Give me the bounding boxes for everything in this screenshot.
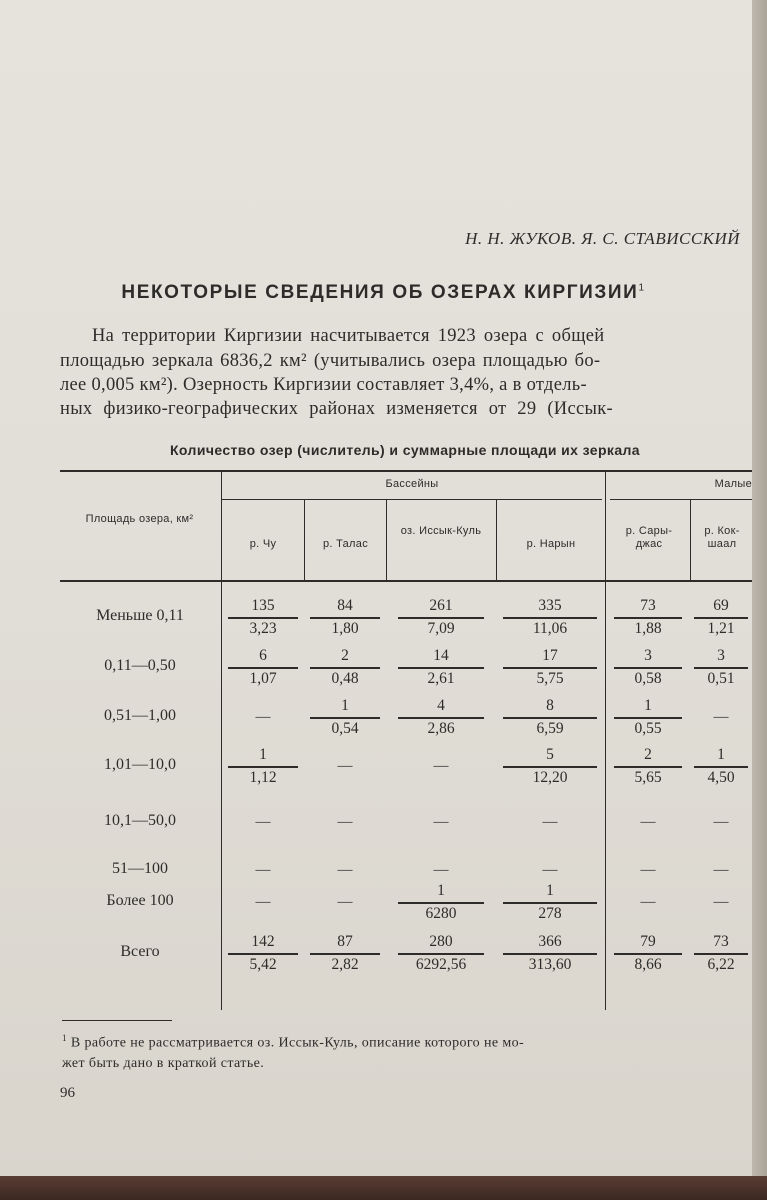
cell-numerator: 1 xyxy=(717,746,725,763)
table-cell xyxy=(398,933,484,974)
fraction-bar xyxy=(398,617,484,619)
cell-denominator: 2,86 xyxy=(427,719,455,737)
cell-numerator: 1 xyxy=(644,697,652,714)
cell-numerator: 73 xyxy=(640,597,656,614)
row-header: Площадь озера, км² xyxy=(85,513,194,525)
table-cell: — xyxy=(640,894,656,910)
row-label: Меньше 0,11 xyxy=(96,607,184,624)
title-footnote-mark: 1 xyxy=(638,282,646,294)
cell-numerator: 3 xyxy=(717,647,725,664)
fraction-bar xyxy=(398,667,484,669)
cell-denominator: 0,48 xyxy=(331,669,359,687)
cell-denominator: 2,82 xyxy=(331,955,359,973)
table-cell xyxy=(694,746,748,787)
col-divider xyxy=(690,500,691,580)
cell-numerator: 17 xyxy=(542,647,558,664)
fraction-bar xyxy=(503,766,597,768)
cell-numerator: 261 xyxy=(429,597,453,614)
fraction-bar xyxy=(503,617,597,619)
table-cell xyxy=(694,933,748,974)
table-cell: — xyxy=(640,814,656,830)
table-cell xyxy=(398,647,484,688)
table-top-rule xyxy=(60,470,752,472)
table-cell xyxy=(228,746,298,787)
cell-numerator: 1 xyxy=(341,697,349,714)
col-header-sary-jas: р. Сары-джас xyxy=(625,525,673,550)
table-cell xyxy=(614,746,682,787)
fraction-bar xyxy=(398,902,484,904)
group-header-small: Малые xyxy=(714,478,752,490)
col-divider xyxy=(386,500,387,580)
table-cell xyxy=(398,697,484,738)
fraction-bar xyxy=(614,766,682,768)
table-cell: — xyxy=(255,814,271,830)
fraction-bar xyxy=(503,902,597,904)
row-label: 0,51—1,00 xyxy=(104,707,176,724)
cell-denominator: 1,21 xyxy=(707,619,735,637)
fraction-bar xyxy=(614,953,682,955)
cell-denominator: 1,07 xyxy=(249,669,277,687)
footnote xyxy=(62,1028,742,1074)
page-number: 96 xyxy=(60,1085,75,1101)
fraction-bar xyxy=(503,953,597,955)
cell-denominator: 6292,56 xyxy=(415,955,467,973)
small-rule xyxy=(610,499,752,500)
table-cell xyxy=(503,882,597,923)
table-cell: — xyxy=(433,814,449,830)
col-header-chu: р. Чу xyxy=(249,538,277,550)
table-cell xyxy=(503,697,597,738)
basins-rule xyxy=(222,499,602,500)
fraction-bar xyxy=(228,667,298,669)
fraction-bar xyxy=(614,667,682,669)
cell-numerator: 1 xyxy=(259,746,267,763)
table-cell: — xyxy=(713,894,729,910)
cell-denominator: 6,22 xyxy=(707,955,735,973)
body-line-4: ных физико-географических районах изменяется от 29 (Иссык- xyxy=(60,399,613,419)
cell-denominator: 0,54 xyxy=(331,719,359,737)
cell-numerator: 135 xyxy=(251,597,275,614)
cell-numerator: 142 xyxy=(251,933,275,950)
fraction-bar xyxy=(503,717,597,719)
cell-numerator: 79 xyxy=(640,933,656,950)
fraction-bar xyxy=(228,617,298,619)
cell-numerator: 73 xyxy=(713,933,729,950)
cell-denominator: 278 xyxy=(538,904,562,922)
table-cell xyxy=(614,933,682,974)
table-cell: — xyxy=(433,862,449,878)
fraction-bar xyxy=(694,617,748,619)
cell-numerator: 2 xyxy=(341,647,349,664)
footnote-line-2: жет быть дано в краткой статье. xyxy=(62,1055,265,1071)
cell-numerator: 5 xyxy=(546,746,554,763)
table-cell: — xyxy=(542,814,558,830)
table-cell: — xyxy=(713,814,729,830)
cell-denominator: 6,59 xyxy=(536,719,564,737)
cell-denominator: 3,23 xyxy=(249,619,277,637)
table-cell xyxy=(228,597,298,638)
cell-denominator: 5,65 xyxy=(634,768,662,786)
footnote-line-1: В работе не рассматривается оз. Иссык-Куль, описание которого не мо- xyxy=(70,1035,525,1051)
table-cell: — xyxy=(255,709,271,725)
table-cell xyxy=(310,647,380,688)
row-label: 51—100 xyxy=(112,860,168,877)
table-cell: — xyxy=(713,709,729,725)
cell-denominator: 2,61 xyxy=(427,669,455,687)
cell-numerator: 69 xyxy=(713,597,729,614)
table-cell xyxy=(614,597,682,638)
cell-denominator: 1,88 xyxy=(634,619,662,637)
group-header-basins: Бассейны xyxy=(385,478,439,490)
row-label: 10,1—50,0 xyxy=(104,812,176,829)
fraction-bar xyxy=(310,617,380,619)
cell-denominator: 5,75 xyxy=(536,669,564,687)
table-cell: — xyxy=(337,862,353,878)
table-cell: — xyxy=(255,862,271,878)
table-cell xyxy=(694,647,748,688)
table-cell xyxy=(503,647,597,688)
cell-numerator: 3 xyxy=(644,647,652,664)
cell-numerator: 2 xyxy=(644,746,652,763)
table-cell xyxy=(503,933,597,974)
row-label: Всего xyxy=(120,943,160,960)
table-cell xyxy=(614,697,682,738)
col-divider xyxy=(605,472,606,1010)
header-bottom-rule xyxy=(60,580,752,582)
cell-numerator: 280 xyxy=(429,933,453,950)
cell-denominator: 4,50 xyxy=(707,768,735,786)
cell-numerator: 8 xyxy=(546,697,554,714)
fraction-bar xyxy=(398,717,484,719)
cell-denominator: 11,06 xyxy=(532,619,568,637)
table-caption: Количество озер (числитель) и суммарные площади их зеркала xyxy=(169,442,640,458)
table-cell xyxy=(614,647,682,688)
fraction-bar xyxy=(310,953,380,955)
table-cell xyxy=(398,597,484,638)
cell-numerator: 366 xyxy=(538,933,562,950)
cell-denominator: 1,80 xyxy=(331,619,359,637)
fraction-bar xyxy=(694,667,748,669)
row-label: Более 100 xyxy=(106,892,174,909)
book-cover-edge xyxy=(0,1176,767,1200)
table-cell xyxy=(310,597,380,638)
fraction-bar xyxy=(503,667,597,669)
fraction-bar xyxy=(228,953,298,955)
table-cell: — xyxy=(713,862,729,878)
cell-denominator: 0,58 xyxy=(634,669,662,687)
table-cell xyxy=(310,697,380,738)
table-cell xyxy=(503,597,597,638)
authors: Н. Н. ЖУКОВ. Я. С. СТАВИССКИЙ xyxy=(465,229,740,248)
table-cell xyxy=(310,933,380,974)
title-text: НЕКОТОРЫЕ СВЕДЕНИЯ ОБ ОЗЕРАХ КИРГИЗИИ xyxy=(121,282,639,303)
col-header-kok-shaal: р. Кок-шаал xyxy=(704,525,740,550)
cell-numerator: 6 xyxy=(259,647,267,664)
article-title xyxy=(0,282,767,304)
body-line-2: площадью зеркала 6836,2 км² (учитывались озера площадью бо- xyxy=(60,351,601,371)
cell-denominator: 7,09 xyxy=(427,619,455,637)
table-cell xyxy=(228,647,298,688)
cell-numerator: 4 xyxy=(437,697,445,714)
fraction-bar xyxy=(614,617,682,619)
cell-denominator: 6280 xyxy=(425,904,457,922)
table-cell xyxy=(228,933,298,974)
fraction-bar xyxy=(614,717,682,719)
fraction-bar xyxy=(694,953,748,955)
cell-denominator: 1,12 xyxy=(249,768,277,786)
footnote-mark: 1 xyxy=(62,1033,67,1043)
col-divider xyxy=(221,472,222,1010)
cell-denominator: 8,66 xyxy=(634,955,662,973)
page-edge xyxy=(752,0,767,1176)
table-cell xyxy=(503,746,597,787)
table-cell: — xyxy=(255,894,271,910)
cell-numerator: 14 xyxy=(433,647,449,664)
cell-denominator: 0,51 xyxy=(707,669,735,687)
cell-numerator: 335 xyxy=(538,597,562,614)
footnote-rule xyxy=(62,1020,172,1021)
col-header-issyk-kul: оз. Иссык-Куль xyxy=(400,525,482,537)
cell-denominator: 0,55 xyxy=(634,719,662,737)
cell-numerator: 1 xyxy=(546,882,554,899)
row-label: 0,11—0,50 xyxy=(104,657,176,674)
table-cell: — xyxy=(337,814,353,830)
cell-numerator: 1 xyxy=(437,882,445,899)
table-cell: — xyxy=(640,862,656,878)
table-cell: — xyxy=(337,758,353,774)
col-header-talas: р. Талас xyxy=(322,538,368,550)
table-cell xyxy=(694,597,748,638)
body-line-1: На территории Киргизии насчитывается 1923 озера с общей xyxy=(92,326,605,346)
cell-numerator: 87 xyxy=(337,933,353,950)
fraction-bar xyxy=(310,667,380,669)
fraction-bar xyxy=(228,766,298,768)
row-label: 1,01—10,0 xyxy=(104,756,176,773)
table-cell xyxy=(398,882,484,923)
fraction-bar xyxy=(694,766,748,768)
cell-denominator: 5,42 xyxy=(249,955,277,973)
cell-numerator: 84 xyxy=(337,597,353,614)
cell-denominator: 12,20 xyxy=(532,768,568,786)
fraction-bar xyxy=(310,717,380,719)
fraction-bar xyxy=(398,953,484,955)
body-line-3: лее 0,005 км²). Озерность Киргизии составляет 3,4%, а в отдель- xyxy=(60,375,587,395)
cell-denominator: 313,60 xyxy=(528,955,572,973)
table-cell: — xyxy=(433,758,449,774)
col-header-naryn: р. Нарын xyxy=(526,538,576,550)
table-cell: — xyxy=(337,894,353,910)
table-cell: — xyxy=(542,862,558,878)
